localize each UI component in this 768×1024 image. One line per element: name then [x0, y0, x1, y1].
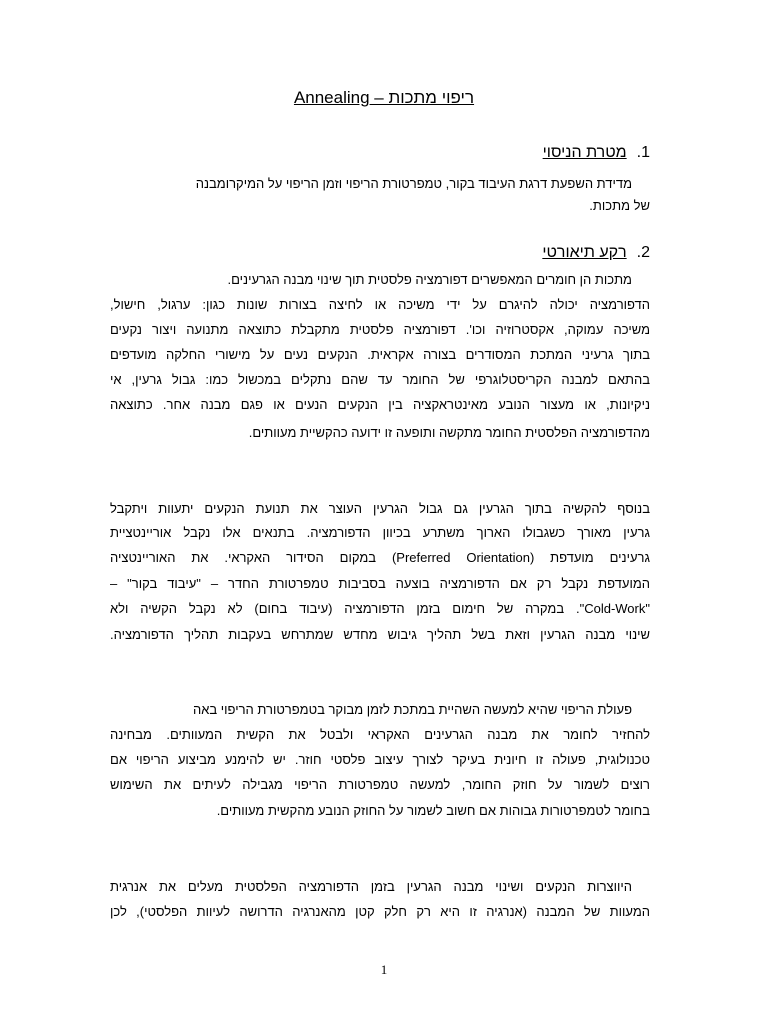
paragraph-line: "Cold-Work". במקרה של חימום בזמן הדפורמציה (עיבוד בחום) לא נקבל הקשיה ולא: [110, 601, 650, 616]
paragraph-line: שינוי מבנה הגרעין וזאת בשל תהליך גיבוש מחדש שמתרחש בעקבות תהליך הדפורמציה.: [110, 627, 650, 642]
paragraph-line: הדפורמציה יכולה להיגרם על ידי משיכה או לחיצה בצורות שונות כגון: ערגול, חישול,: [110, 297, 650, 312]
paragraph-line: בהתאם למבנה הקריסטלוגרפי של החומר עד שהם נתקלים במכשול כמו: גבול גרעין, אי: [110, 372, 650, 387]
paragraph-line: ניקיונות, או מעצור הנובע מאינטראקציה בין הנקעים הנעים או פגם מבנה אחר. כתוצאה: [110, 397, 650, 412]
paragraph-line: של מתכות.: [589, 198, 650, 213]
section-number: 1.: [636, 144, 650, 161]
paragraph-line: גרעינים מועדפת (Preferred Orientation) במקום הסידור האקראי. את האוריינטציה: [110, 550, 650, 565]
paragraph-line: מדידת השפעת דרגת העיבוד בקור, טמפרטורת הריפוי וזמן הריפוי על המיקרומבנה: [195, 176, 632, 191]
paragraph-line: טכנולוגית, פעולה זו חיונית בעיקר לצורך עיצוב פלסטי חוזר. יש להימנע מביצוע הריפוי אם: [110, 752, 650, 767]
section-number: 2.: [636, 244, 650, 261]
paragraph-line: היווצרות הנקעים ושינוי מבנה הגרעין בזמן הדפורמציה הפלסטית מעלים את אנרגית: [110, 879, 632, 894]
section-title: רקע תיאורטי: [542, 244, 627, 261]
section-heading-objective: [543, 144, 650, 162]
paragraph-line: מתכות הן חומרים המאפשרים דפורמציה פלסטית תוך שינוי מבנה הגרעינים.: [227, 272, 632, 287]
paragraph-line: המועדפת נקבל רק אם הדפורמציה בוצעה בסביבות טמפרטורת החדר – "עיבוד בקור" –: [110, 576, 650, 591]
paragraph-line: משיכה עמוקה, אקסטרוזיה וכו'. דפורמציה פלסטית מתקבלת כתוצאה מתנועה ויצור נקעים: [110, 322, 650, 337]
paragraph-line: גרעין מאורך כשגבולו הארוך משתרע בכיוון הדפורמציה. בתנאים אלו נקבל אוריינטציית: [110, 525, 650, 540]
paragraph-line: להחזיר לחומר את מבנה הגרעינים האקראי ולבטל את הקשית המעוותים. מבחינה: [110, 727, 650, 742]
paragraph-line: מהדפורמציה הפלסטית החומר מתקשה ותופעה זו ידועה כהקשיית מעוותים.: [248, 425, 650, 440]
section-heading-background: [542, 244, 650, 262]
paragraph-line: רוצים לשמור על חוזק החומר, למעשה טמפרטורת הריפוי מגבילה לעיתים את השימוש: [110, 777, 650, 792]
paragraph-line: פעולת הריפוי שהיא למעשה השהיית במתכת לזמן מבוקר בטמפרטורת הריפוי באה: [193, 702, 632, 717]
paragraph-line: בתוך גרעיני המתכת המסודרים בצורה אקראית. הנקעים נעים על מישורי החלקה מועדפים: [110, 347, 650, 362]
section-title: מטרת הניסוי: [542, 144, 627, 161]
paragraph-line: המעוות של המבנה (אנרגיה זו היא רק חלק קטן מהאנרגיה הדרושה לעיוות הפלסטי), לכן: [110, 904, 650, 919]
paragraph-line: בחומר לטמפרטורות גבוהות אם חשוב לשמור על החוזק הנובע מהקשית מעוותים.: [216, 803, 650, 818]
document-title: ריפוי מתכות – Annealing: [293, 88, 475, 107]
paragraph-line: בנוסף להקשיה בתוך הגרעין גם גבול הגרעין העוצר את תנועת הנקעים יתעוות ויתקבל: [110, 501, 650, 516]
page-number: 1: [380, 962, 388, 977]
